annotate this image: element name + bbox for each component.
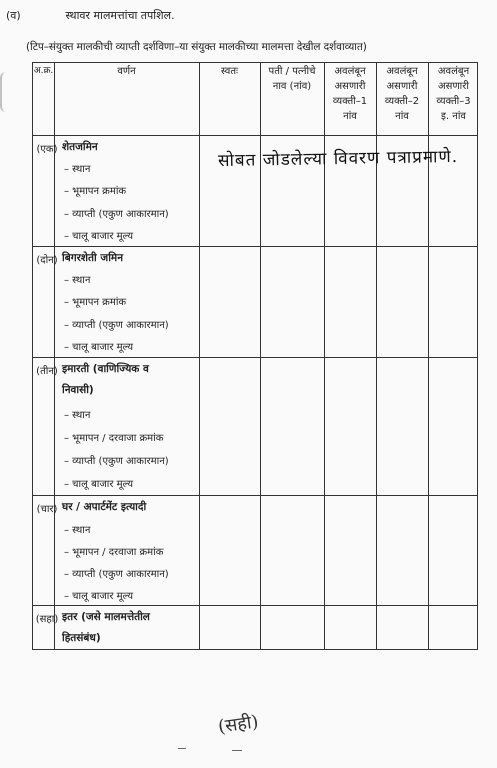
handwritten-entry: सोबत जोडलेल्या विवरण पत्राप्रमाणे.	[217, 146, 459, 172]
section-title: इतर (जसे मालमत्तेतील	[62, 611, 150, 623]
section-item: – चालू बाजार मूल्य	[64, 342, 134, 353]
header-line: असणारी	[386, 81, 418, 92]
instruction-note: (टिप–संयुक्त मालकीची व्याप्ती दर्शविणा–या संयुक्त मालकीच्या मालमत्ता देखील दर्शवाव्यात)	[26, 41, 367, 53]
section-item: – व्याप्ती (एकुण आकारमान)	[64, 320, 169, 331]
header-line: अवलंबून	[437, 66, 470, 77]
section-item: – स्थान	[64, 525, 91, 536]
section-item: – चालू बाजार मूल्य	[64, 479, 134, 490]
section-label: (चार)	[36, 504, 58, 515]
section-label: (सहा)	[35, 614, 59, 625]
signature-dash	[232, 750, 242, 751]
section-item: – व्याप्ती (एकुण आकारमान)	[64, 569, 169, 580]
section-item: – चालू बाजार मूल्य	[64, 591, 134, 602]
section-item: – व्याप्ती (एकुण आकारमान)	[64, 456, 169, 467]
row-divider	[33, 246, 477, 247]
header-line: अवलंबून	[334, 66, 366, 77]
section-label: (तीन)	[36, 366, 58, 377]
section-item: – चालू बाजार मूल्य	[64, 231, 134, 242]
header-spouse-line: पती / पत्नीचे	[268, 66, 316, 77]
row-divider	[33, 357, 477, 358]
section-item: – भूमापन / दरवाजा क्रमांक	[64, 433, 164, 444]
section-item: – स्थान	[64, 164, 91, 175]
header-line: अवलंबून	[386, 66, 418, 77]
header-self: स्वतः	[220, 66, 239, 77]
header-dependent-3	[428, 63, 479, 135]
header-line: इ. नांव	[441, 111, 466, 122]
section-item: – स्थान	[64, 410, 91, 421]
header-dependent-2	[376, 63, 428, 135]
section-label: (दोन)	[36, 255, 58, 266]
stamp-mark	[0, 72, 14, 112]
section-title: बिगरशेती जमिन	[62, 252, 124, 264]
section-number: (व)	[6, 9, 21, 22]
header-serial: अ.क्र.	[33, 66, 54, 76]
section-title: इमारती (वाणिज्यिक व	[62, 363, 149, 375]
section-item: – भूमापन क्रमांक	[64, 186, 127, 197]
section-title: घर / अपार्टमेंट इत्यादी	[62, 501, 147, 513]
row-divider	[33, 135, 477, 136]
header-line: व्यक्ती–3	[436, 96, 471, 107]
header-line: व्यक्ती–2	[384, 96, 420, 107]
header-line: असणारी	[438, 81, 469, 92]
section-title-cont: हितसंबंध)	[62, 632, 101, 644]
col-divider	[199, 63, 200, 649]
section-title: शेतजमिन	[62, 141, 98, 153]
section-item: – भूमापन / दरवाजा क्रमांक	[64, 547, 164, 558]
row-divider	[33, 605, 477, 606]
header-line: व्यक्ती–1	[332, 96, 368, 107]
signature-dash	[178, 748, 186, 749]
header-spouse-line: नाव (नांव)	[272, 81, 312, 92]
header-description: वर्णन	[117, 66, 136, 77]
header-line: असणारी	[334, 81, 366, 92]
section-heading	[6, 8, 175, 23]
row-divider	[33, 495, 477, 496]
header-dependent-1	[324, 63, 376, 135]
section-title-cont: निवासी)	[62, 384, 94, 396]
header-line: नांव	[395, 111, 409, 122]
section-heading-text: स्थावर मालमत्तांचा तपशिल.	[65, 9, 175, 22]
section-item: – स्थान	[64, 275, 91, 286]
header-spouse	[260, 63, 324, 135]
section-item: – व्याप्ती (एकुण आकारमान)	[64, 209, 169, 220]
section-item: – भूमापन क्रमांक	[64, 297, 127, 308]
signature: (सही)	[216, 711, 260, 738]
section-label: (एक)	[36, 144, 58, 155]
header-line: नांव	[343, 111, 357, 122]
